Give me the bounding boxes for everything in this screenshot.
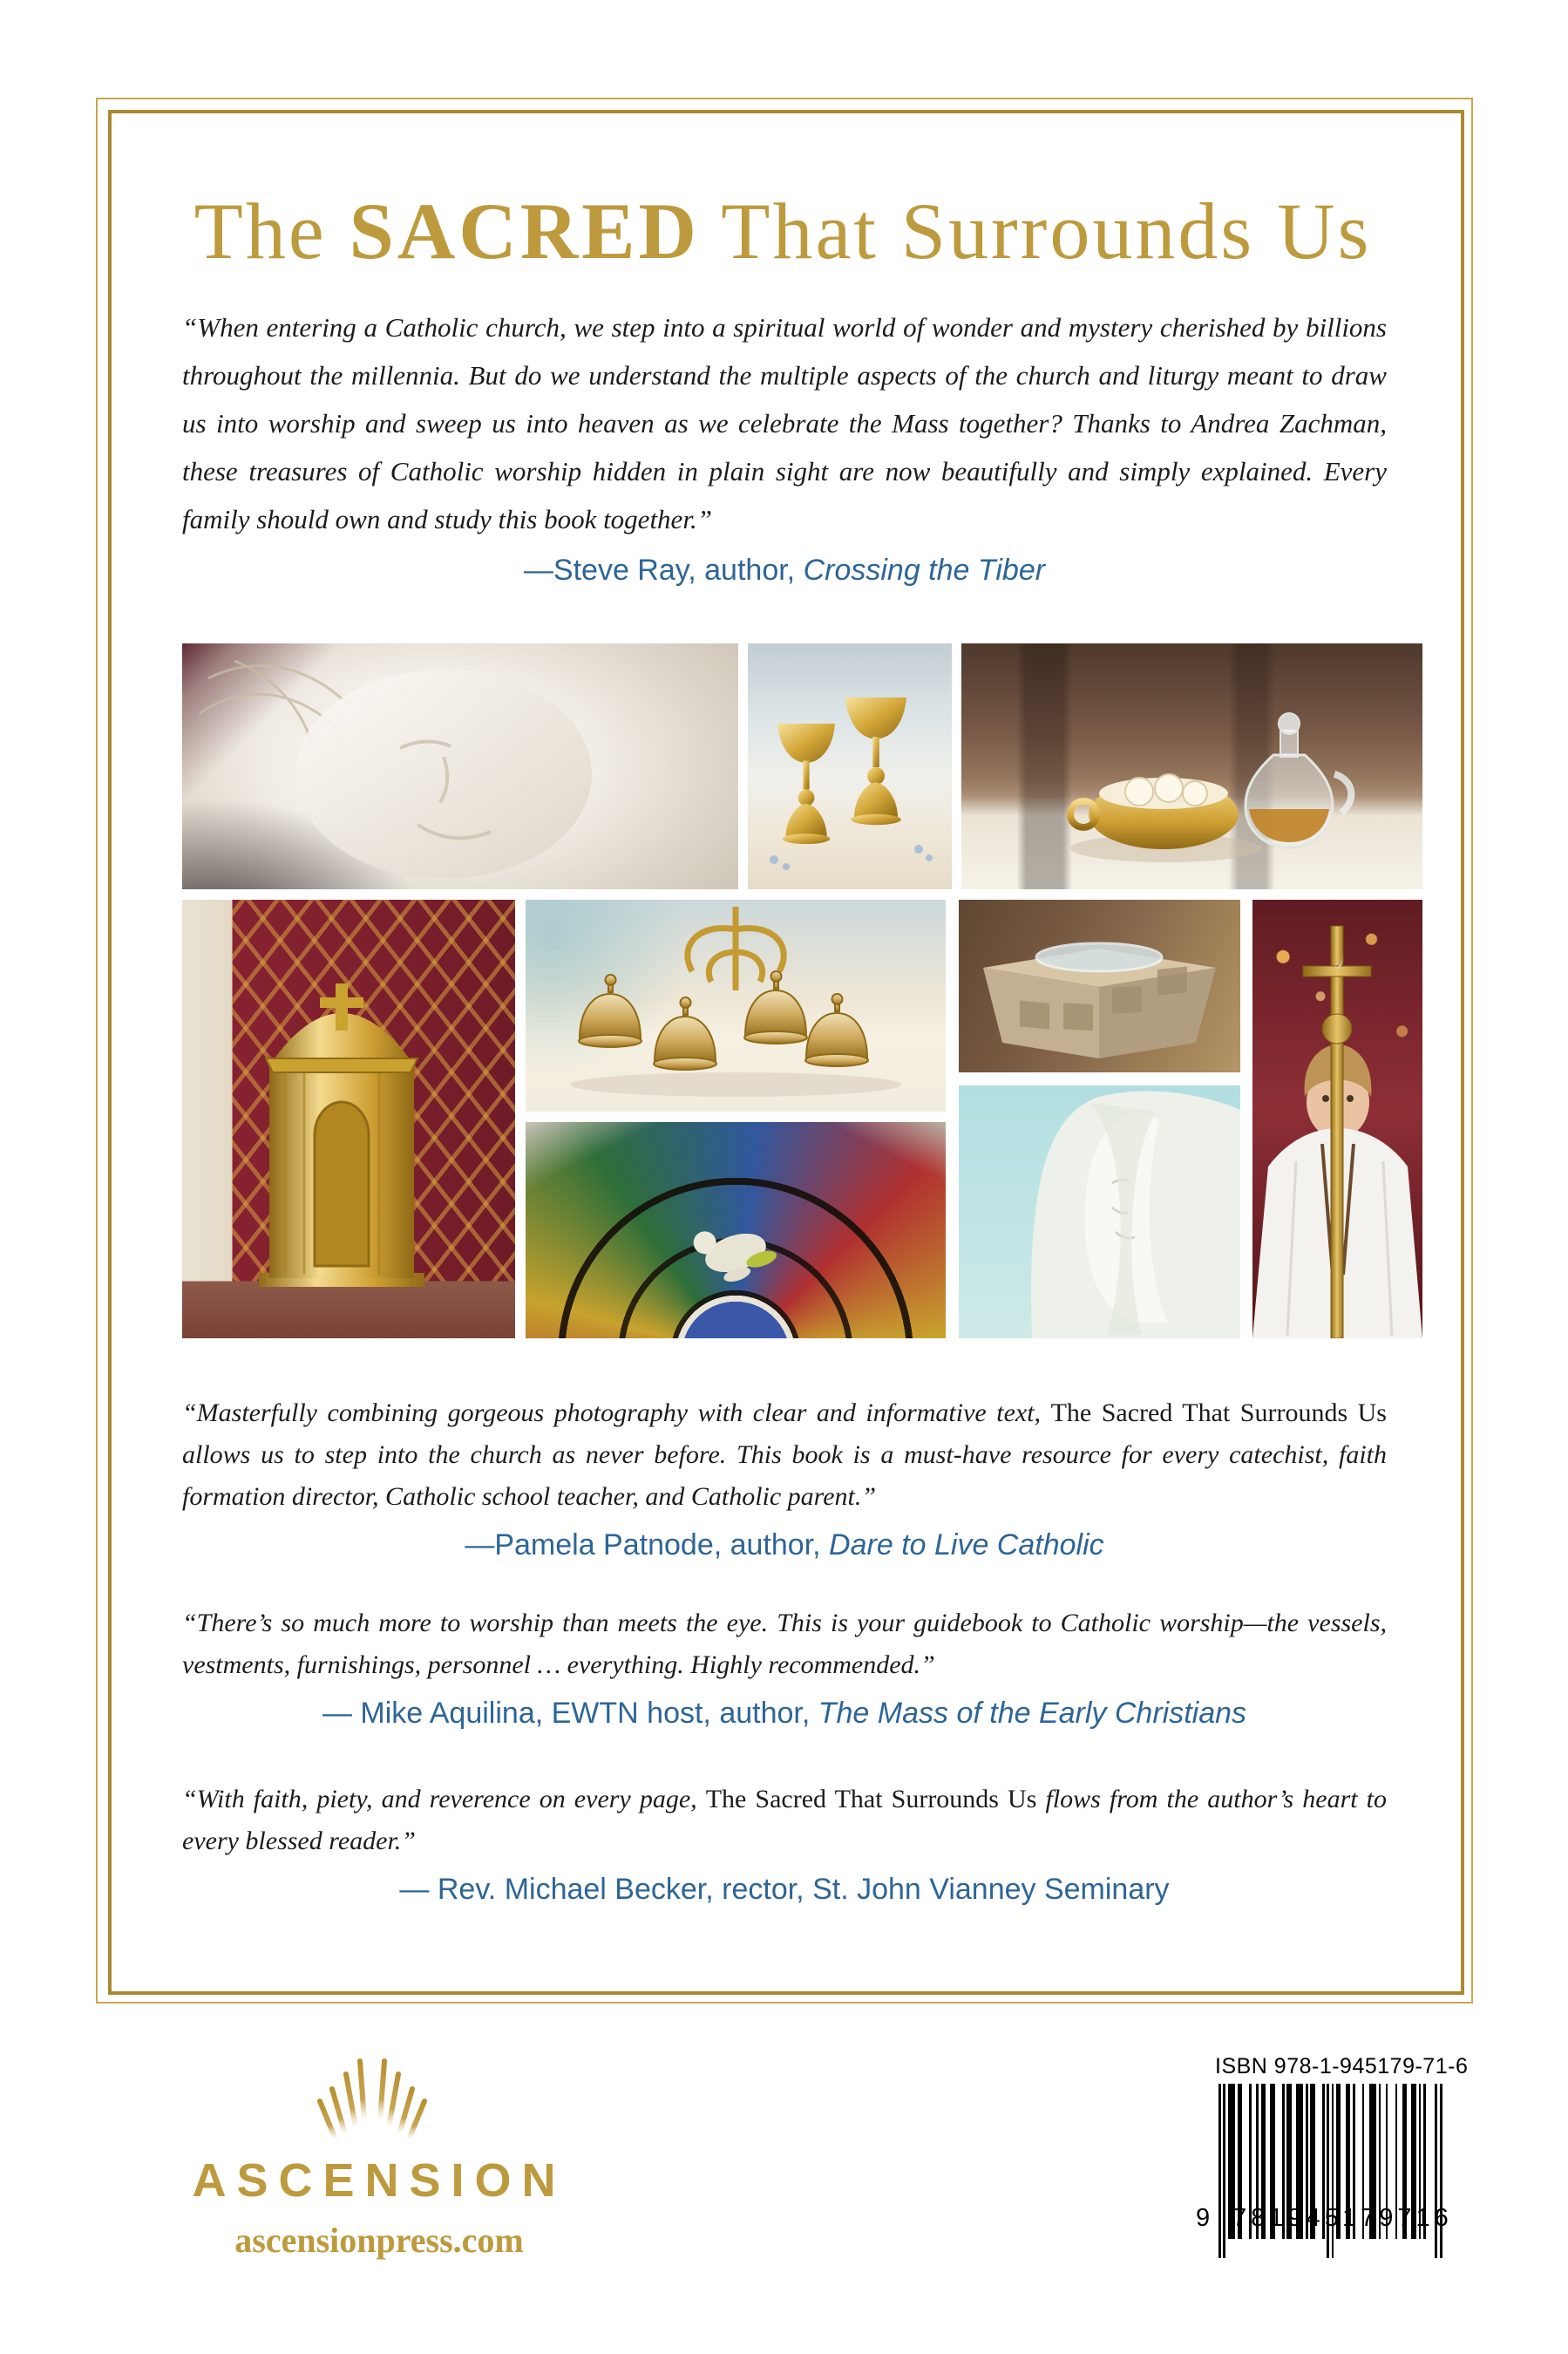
christ-statue-shapes — [182, 643, 738, 889]
endorsement-4-text: “With faith, piety, and reverence on every page, The Sacred That Surrounds Us flows from the author’s heart to every blessed reader.” — [182, 1785, 1388, 1855]
chalice-shapes — [748, 643, 952, 889]
ascension-rays-icon — [302, 2045, 442, 2152]
endorsement-3 — [182, 1602, 1387, 1731]
title-lead: The — [193, 187, 350, 276]
barcode-digit-left: 9 — [1196, 2204, 1215, 2232]
book-title-mention: The Sacred That Surrounds Us — [1050, 1398, 1387, 1427]
baptismal-font-shapes — [959, 900, 1240, 1072]
cited-work: Dare to Live Catholic — [829, 1528, 1104, 1561]
endorsement-3-text: “There’s so much more to worship than meets the eye. This is your guidebook to Catholic worship—the vessels, vestments, furnishings, personnel … everything. Highly recommended.” — [182, 1609, 1387, 1679]
photo-ciborium-and-cruet — [961, 643, 1422, 889]
isbn-label: ISBN 978-1-945179-71-6 — [1215, 2054, 1469, 2078]
altar-bells-shapes — [526, 900, 946, 1112]
ciborium-shapes — [961, 643, 1422, 889]
title-tail: That Surrounds Us — [699, 187, 1372, 276]
publisher-website: ascensionpress.com — [234, 2221, 524, 2260]
mary-statue-shapes — [959, 1085, 1240, 1338]
barcode-bars — [1218, 2084, 1443, 2260]
photo-collage — [182, 643, 1422, 1338]
endorsement-1 — [182, 303, 1387, 588]
book-title-mention: The Sacred That Surrounds Us — [705, 1785, 1037, 1813]
title-emphasis: SACRED — [349, 187, 700, 276]
photo-mary-statue — [959, 1085, 1240, 1338]
endorsement-1-attribution: —Steve Ray, author, Crossing the Tiber — [523, 554, 1046, 587]
endorsement-2 — [182, 1392, 1387, 1562]
photo-stained-glass-window — [526, 1122, 946, 1338]
photo-altar-server — [1252, 900, 1422, 1338]
endorsement-4 — [182, 1779, 1387, 1907]
publisher-name: ASCENSION — [192, 2154, 567, 2207]
endorsement-4-attribution: — Rev. Michael Becker, rector, St. John Vianney Seminary — [399, 1873, 1170, 1906]
tabernacle-shapes — [182, 900, 515, 1338]
barcode-digits-group1: 781945 — [1232, 2204, 1343, 2232]
cited-work: The Mass of the Early Christians — [818, 1697, 1247, 1730]
endorsement-2-attribution: —Pamela Patnode, author, Dare to Live Catholic — [465, 1528, 1104, 1561]
photo-altar-bells — [526, 900, 946, 1112]
endorsement-3-attribution: — Mike Aquilina, EWTN host, author, The Mass of the Early Christians — [322, 1697, 1247, 1730]
barcode-digits-group2: 179716 — [1342, 2204, 1453, 2232]
stained-glass-cherub — [526, 1122, 946, 1338]
altar-server-shapes — [1252, 900, 1422, 1338]
cited-work: Crossing the Tiber — [803, 554, 1046, 587]
photo-baptismal-font — [959, 900, 1240, 1072]
endorsement-2-text: “Masterfully combining gorgeous photography with clear and informative text, The Sacred That Surrounds Us allows us to step into the church as never before. This book is a must-have resource for every catechist, faith formation director, Catholic school teacher, and Catholic parent.” — [182, 1398, 1387, 1511]
book-title — [96, 185, 1470, 277]
isbn-barcode — [1196, 2054, 1469, 2272]
photo-gold-chalices — [748, 643, 952, 889]
photo-christ-statue — [182, 643, 738, 889]
endorsement-1-text: “When entering a Catholic church, we step into a spiritual world of wonder and mystery cherished by billions throughout the millennia. But do we understand the multiple aspects of the church and liturgy meant to draw us into worship and sweep us into heaven as we celebrate the Mass together? Thanks to Andrea Zachman, these treasures of Catholic worship hidden in plain sight are now beautifully and simply explained. Every family should own and study this book together.” — [182, 312, 1387, 534]
photo-tabernacle — [182, 900, 515, 1338]
